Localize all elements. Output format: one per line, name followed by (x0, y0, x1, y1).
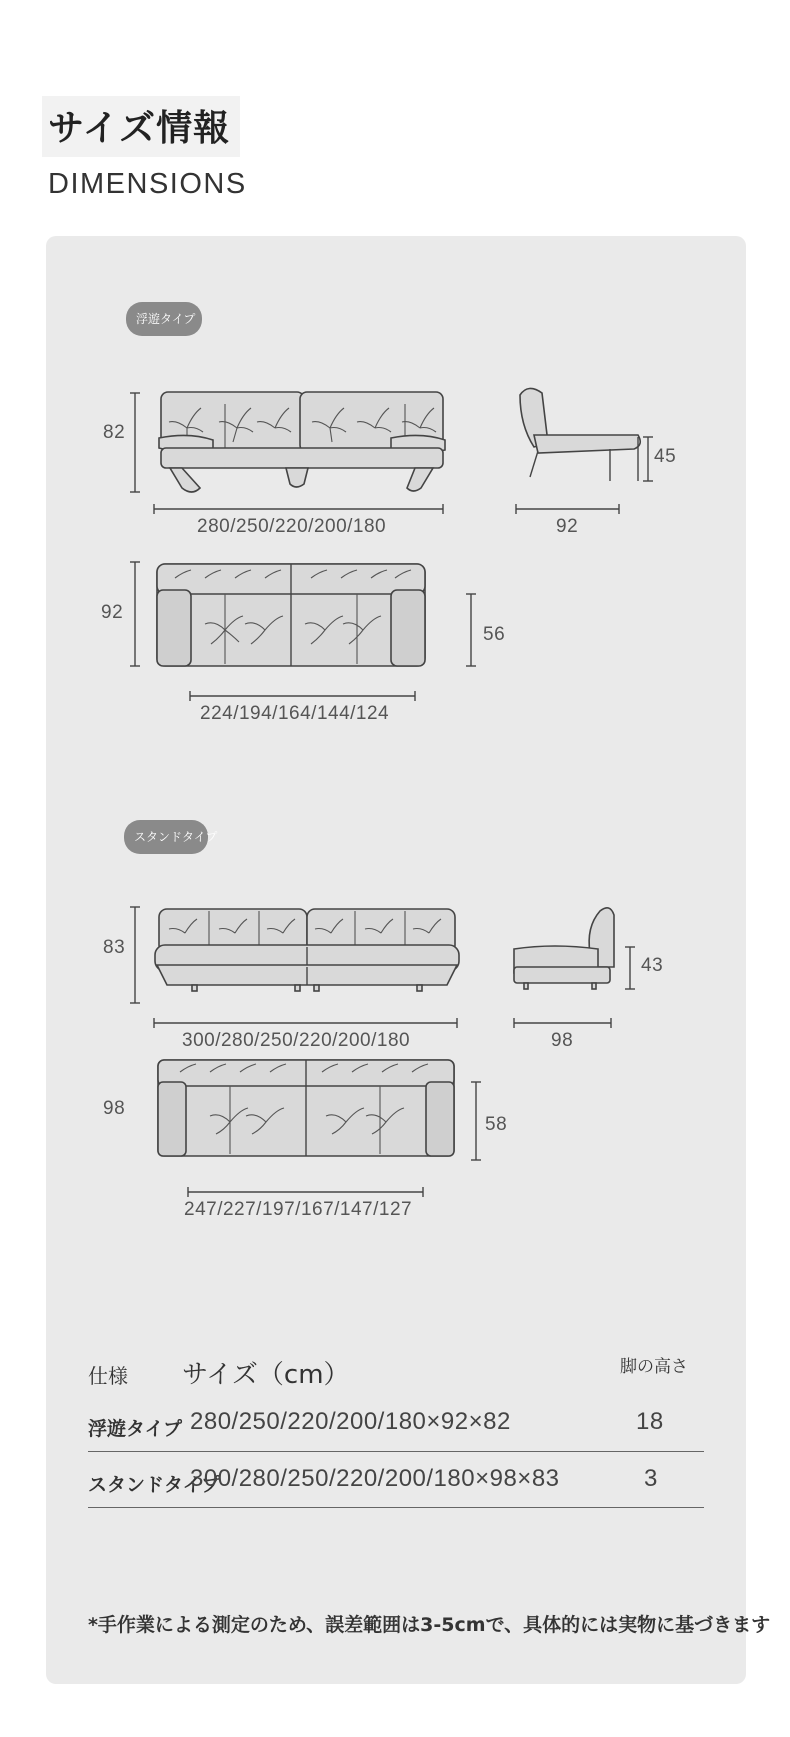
floating-top-seat-depth: 56 (483, 624, 506, 645)
stand-side-depth-line (513, 1018, 613, 1028)
stand-top-seat-depth: 58 (485, 1114, 508, 1135)
spec-row-size: 280/250/220/200/180×92×82 (190, 1408, 511, 1435)
floating-top-view (125, 560, 485, 670)
floating-side-depth-line (515, 504, 621, 514)
measurement-note: *手作業による測定のため、誤差範囲は3-5cmで、具体的には実物に基づきます (88, 1614, 771, 1636)
spec-row-type: 浮遊タイプ (88, 1418, 183, 1440)
floating-top-width-line (189, 691, 417, 701)
stand-top-depth: 98 (103, 1098, 126, 1119)
floating-front-width-line (153, 504, 445, 514)
table-divider (88, 1507, 704, 1508)
stand-type-badge: スタンドタイプ (124, 820, 208, 854)
stand-front-view (125, 905, 465, 1005)
floating-type-badge: 浮遊タイプ (126, 302, 202, 336)
spec-column-header: 仕様 (88, 1364, 128, 1388)
page-subtitle: DIMENSIONS (48, 168, 247, 200)
stand-top-width: 247/227/197/167/147/127 (184, 1199, 413, 1220)
stand-side-seat-height: 43 (641, 955, 664, 976)
floating-top-width: 224/194/164/144/124 (200, 703, 390, 724)
stand-front-height: 83 (103, 937, 126, 958)
floating-top-depth: 92 (101, 602, 124, 623)
floating-front-view (125, 388, 455, 518)
leg-height-column-header: 脚の高さ (620, 1357, 688, 1377)
floating-side-depth: 92 (556, 516, 579, 537)
page-title: サイズ情報 (42, 96, 240, 157)
spec-row-type: スタンドタイプ (88, 1474, 221, 1496)
stand-front-width-line (153, 1018, 459, 1028)
stand-top-width-line (187, 1187, 425, 1197)
table-divider (88, 1451, 704, 1452)
stand-top-view (150, 1056, 490, 1166)
stand-side-view (510, 903, 680, 1003)
floating-side-seat-height: 45 (654, 446, 677, 467)
stand-front-width: 300/280/250/220/200/180 (182, 1030, 411, 1051)
stand-side-depth: 98 (551, 1030, 574, 1051)
spec-row-leg: 18 (636, 1408, 664, 1435)
floating-front-width: 280/250/220/200/180 (197, 516, 387, 537)
size-column-header: サイズ（cm） (182, 1360, 350, 1390)
spec-row-leg: 3 (644, 1465, 658, 1492)
floating-front-height: 82 (103, 422, 126, 443)
spec-row-size: 300/280/250/220/200/180×98×83 (190, 1465, 560, 1492)
